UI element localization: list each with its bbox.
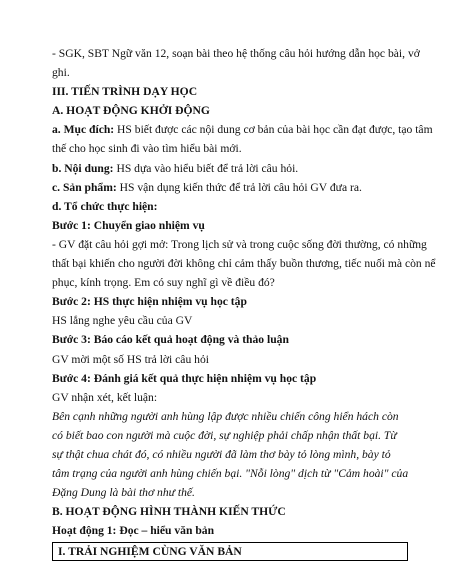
activity-1-heading: Hoạt động 1: Đọc – hiểu văn bản [52,524,215,538]
section-heading-iii: III. TIẾN TRÌNH DẠY HỌC [52,85,198,99]
section-heading-a: A. HOẠT ĐỘNG KHỞI ĐỘNG [52,104,210,118]
text-line: - SGK, SBT Ngữ văn 12, soạn bài theo hệ thống câu hỏi hướng dẫn học bài, vở [52,47,420,60]
text-line: thất bại khiến cho người đời không chỉ cảm thấy buồn thương, tiếc nuối mà còn nể [52,257,436,271]
step-3-heading: Bước 3: Báo cáo kết quả hoạt động và thảo luận [52,333,289,347]
product-label: c. Sản phẩm: [52,180,117,194]
purpose-line [52,120,433,139]
organization-label: d. Tổ chức thực hiện: [52,199,158,213]
text-line: GV mời một số HS trả lời câu hỏi [52,352,209,366]
table-cell-experience: I. TRẢI NGHIỆM CÙNG VĂN BẢN [52,542,408,561]
text-line: - GV đặt câu hỏi gợi mở: Trong lịch sử và trong cuộc sống đời thường, có những [52,237,427,251]
product-line [52,178,410,197]
content-label: b. Nội dung: [52,161,114,175]
product-text: HS vận dụng kiến thức để trả lời câu hỏi GV đưa ra. [116,180,362,194]
content-line [52,159,410,178]
content-text: HS dựa vào hiểu biết để trả lời câu hỏi. [113,161,299,175]
text-line: GV nhận xét, kết luận: [52,390,158,404]
step-2-heading: Bước 2: HS thực hiện nhiệm vụ học tập [52,295,247,309]
document-page [52,44,436,561]
conclusion-paragraph: Bên cạnh những người anh hùng lập được nhiều chiến công hiển hách còn có biết bao con người mà cuộc đời, sự nghiệp phải chấp nhận thất bại. Từ sự thật chua chát đó, có nhiều người đã làm thơ bày tỏ lòng mình, bày tỏ tâm trạng của người anh hùng chiến bại. "Nỗi lòng" dịch từ "Cảm hoài" của Đặng Dung là bài thơ như thế. [52,409,409,500]
step-1-heading: Bước 1: Chuyển giao nhiệm vụ [52,218,205,232]
purpose-label: a. Mục đích: [52,123,115,137]
text-line: ghi. [52,66,70,80]
purpose-text: HS biết được các nội dung cơ bản của bài học cần đạt được, tạo tâm [114,123,433,137]
text-line: HS lắng nghe yêu cầu của GV [52,314,193,328]
section-heading-b: B. HOẠT ĐỘNG HÌNH THÀNH KIẾN THỨC [52,505,286,519]
text-line: phục, kính trọng. Em có suy nghĩ gì về điều đó? [52,276,275,290]
step-4-heading: Bước 4: Đánh giá kết quả thực hiện nhiệm vụ học tập [52,371,317,385]
text-line: thế cho học sinh đi vào tìm hiểu bài mới. [52,142,242,156]
